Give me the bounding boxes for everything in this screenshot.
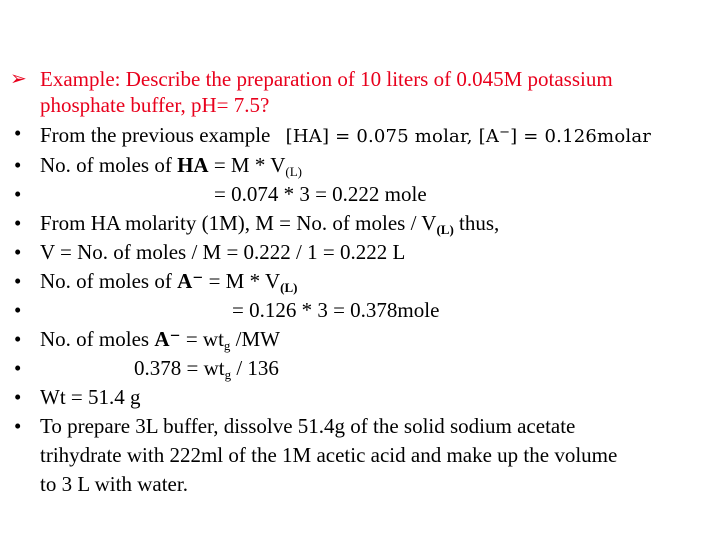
bullet-icon: • — [14, 153, 22, 177]
bullet-icon: • — [14, 240, 22, 264]
bullet-icon: • — [14, 211, 22, 235]
arrow-bullet-icon: ➢ — [10, 68, 27, 90]
bullet-icon: • — [14, 269, 22, 293]
previous-example-text: From the previous example — [40, 123, 271, 147]
bullet-icon: • — [14, 356, 22, 380]
concentration-formula: [HA] = 0.075 molar, [A−] = 0.126molar — [285, 125, 652, 147]
bullet-icon: • — [14, 182, 22, 206]
slide: ➢ Example: Describe the preparation of 10 liters of 0.045M potassium phosphate buffer, pH= 7.5? • From the previous example [HA] = 0.075 molar, [A−] = 0.126molar • No. of moles of HA = M * $V_{(L)}$ • = 0.074 * 3 = 0.222 mole • From HA molarity (1M), M = No. of moles / $V_{(L)}$ thus, • V = No. of moles / M = 0.222 / 1 = 0.222 L • No. of moles of $A^- = M * V_{(L)}$ • = 0.126 * 3 = 0.378mole • No. of moles $A^- = wt_g$ /MW • $0.378 = wt_g / 136$ • Wt = 51.4 g • To prepare 3L buffer, dissolve 51.4g of the solid sodium acetate trihydrate with 222ml of the 1M acetic acid and make up the volume to 3 L with water. — [10, 67, 652, 496]
heading-text-1: Example: Describe the preparation of 10 liters of 0.045M potassium — [40, 67, 613, 91]
bullet-icon: • — [14, 327, 22, 351]
bullet-icon: • — [14, 121, 22, 145]
heading-text-2: phosphate buffer, pH= 7.5? — [40, 93, 270, 117]
bullet-icon: • — [14, 385, 22, 409]
bullet-icon: • — [14, 298, 22, 322]
bullet-icon: • — [14, 414, 22, 438]
